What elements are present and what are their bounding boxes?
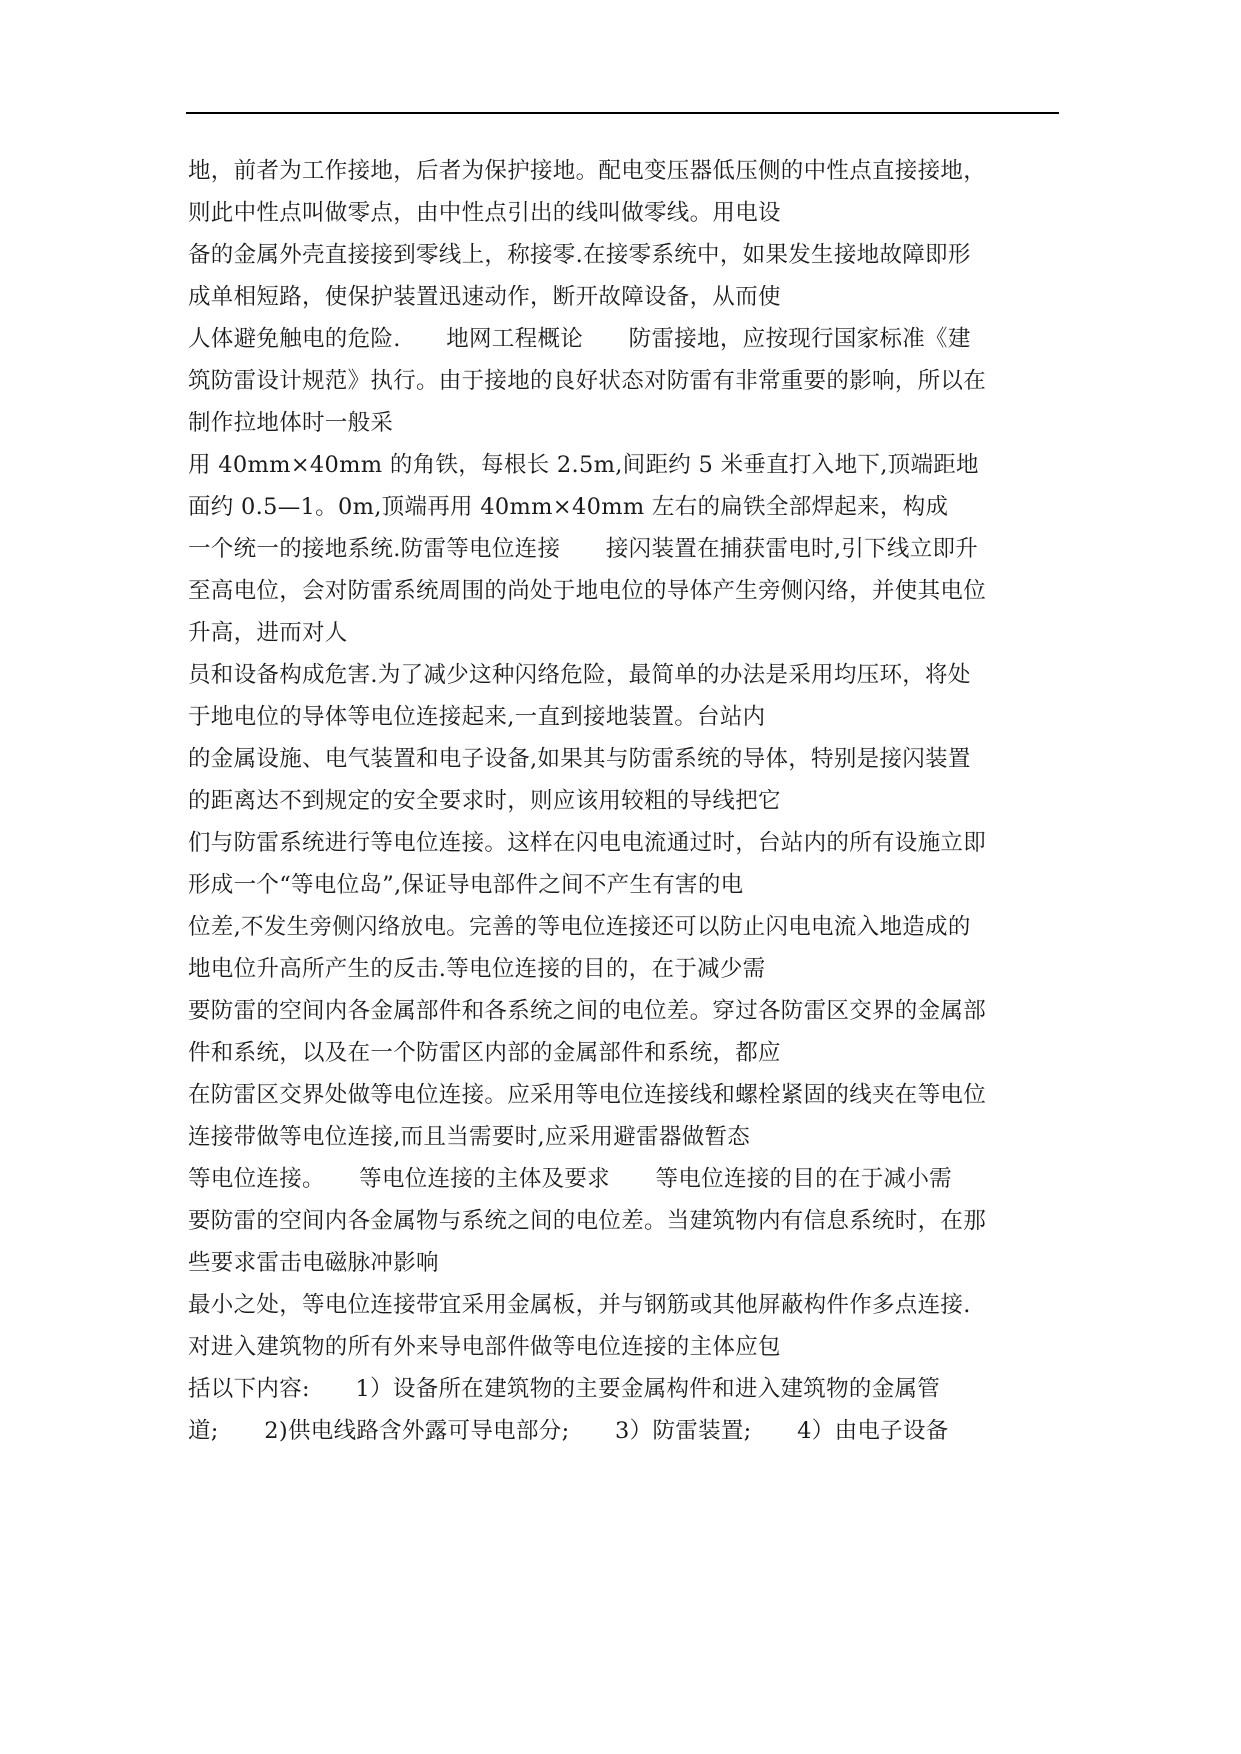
text-line: 筑防雷设计规范》执行。由于接地的良好状态对防雷有非常重要的影响，所以在 xyxy=(188,368,987,394)
document-body xyxy=(188,150,1068,1452)
text-line: 在防雷区交界处做等电位连接。应采用等电位连接线和螺栓紧固的线夹在等电位 xyxy=(188,1082,987,1108)
text-line: 位差,不发生旁侧闪络放电。完善的等电位连接还可以防止闪电电流入地造成的 xyxy=(188,914,971,940)
text-line: 形成一个“等电位岛”,保证导电部件之间不产生有害的电 xyxy=(188,872,744,898)
text-line: 至高电位，会对防雷系统周围的尚处于地电位的导体产生旁侧闪络，并使其电位 xyxy=(188,578,987,604)
text-line: 于地电位的导体等电位连接起来,一直到接地装置。台站内 xyxy=(188,704,766,730)
text-line: 些要求雷击电磁脉冲影响 xyxy=(188,1250,439,1276)
text-line: 升高，进而对人 xyxy=(188,620,348,646)
text-line: 地电位升高所产生的反击.等电位连接的目的，在于减少需 xyxy=(188,956,766,982)
text-line: 员和设备构成危害.为了减少这种闪络危险，最简单的办法是采用均压环，将处 xyxy=(188,662,971,688)
text-line: 成单相短路，使保护装置迅速动作，断开故障设备，从而使 xyxy=(188,284,781,310)
text-line: 连接带做等电位连接,而且当需要时,应采用避雷器做暂态 xyxy=(188,1124,751,1150)
text-line: 备的金属外壳直接接到零线上，称接零.在接零系统中，如果发生接地故障即形 xyxy=(188,242,971,268)
text-line: 一个统一的接地系统.防雷等电位连接 接闪装置在捕获雷电时,引下线立即升 xyxy=(188,536,979,562)
header-rule xyxy=(186,112,1059,114)
text-line: 人体避免触电的危险. 地网工程概论 防雷接地，应按现行国家标准《建 xyxy=(188,326,971,352)
text-line: 等电位连接。 等电位连接的主体及要求 等电位连接的目的在于减小需 xyxy=(188,1166,952,1192)
text-line: 面约 0.5—1。0m,顶端再用 40mm×40mm 左右的扁铁全部焊起来，构成 xyxy=(188,494,949,520)
text-line: 制作拉地体时一般采 xyxy=(188,410,394,436)
text-line: 最小之处，等电位连接带宜采用金属板，并与钢筋或其他屏蔽构件作多点连接. xyxy=(188,1292,971,1318)
text-line: 括以下内容: 1）设备所在建筑物的主要金属构件和进入建筑物的金属管 xyxy=(188,1376,941,1402)
text-line: 道; 2)供电线路含外露可导电部分; 3）防雷装置; 4）由电子设备 xyxy=(188,1418,949,1444)
text-line: 则此中性点叫做零点，由中性点引出的线叫做零线。用电设 xyxy=(188,200,781,226)
text-line: 要防雷的空间内各金属物与系统之间的电位差。当建筑物内有信息系统时，在那 xyxy=(188,1208,987,1234)
text-line: 件和系统，以及在一个防雷区内部的金属部件和系统，都应 xyxy=(188,1040,781,1066)
text-line: 的金属设施、电气装置和电子设备,如果其与防雷系统的导体，特别是接闪装置 xyxy=(188,746,971,772)
text-line: 们与防雷系统进行等电位连接。这样在闪电电流通过时，台站内的所有设施立即 xyxy=(188,830,987,856)
text-line: 对进入建筑物的所有外来导电部件做等电位连接的主体应包 xyxy=(188,1334,781,1360)
text-line: 要防雷的空间内各金属部件和各系统之间的电位差。穿过各防雷区交界的金属部 xyxy=(188,998,987,1024)
text-line: 地，前者为工作接地，后者为保护接地。配电变压器低压侧的中性点直接接地， xyxy=(188,158,987,184)
text-line: 用 40mm×40mm 的角铁，每根长 2.5m,间距约 5 米垂直打入地下,顶端距地 xyxy=(188,452,979,478)
text-line: 的距离达不到规定的安全要求时，则应该用较粗的导线把它 xyxy=(188,788,781,814)
